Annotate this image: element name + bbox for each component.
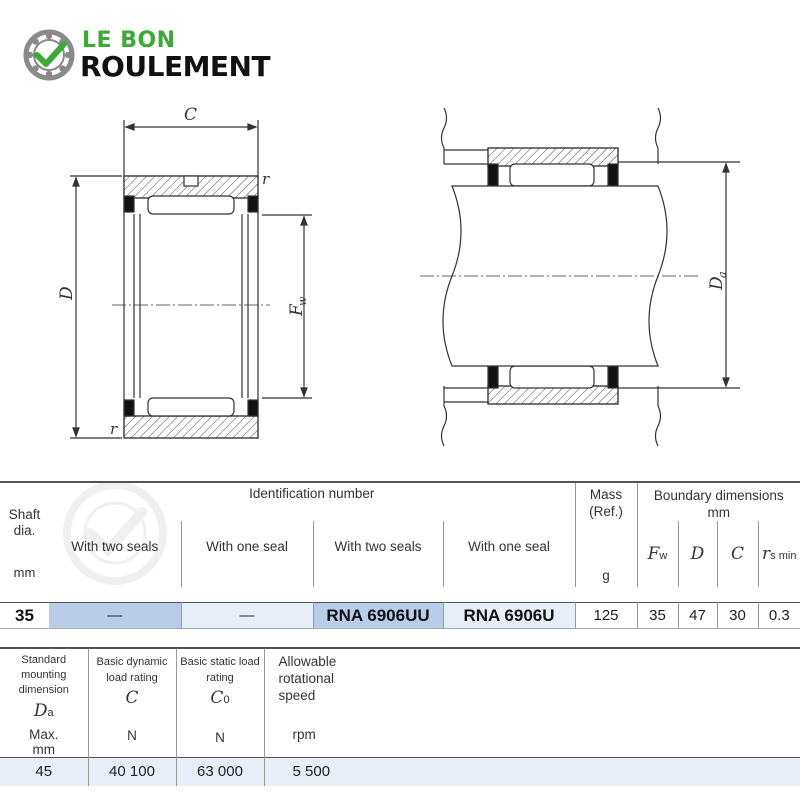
load-rating-table	[0, 647, 800, 786]
header-with-one-seal-a: With one seal	[206, 539, 288, 554]
header-mass: Mass	[589, 487, 623, 502]
cell-speed: 5 500	[264, 758, 800, 786]
header-fw: F	[647, 544, 660, 564]
header-shaft-dia: Shaft dia.	[8, 507, 41, 538]
label-fw-sub: w	[296, 296, 309, 306]
bearing-technical-drawing	[0, 90, 800, 460]
cell-mass: 125	[575, 603, 637, 629]
header-max: Max.	[29, 727, 59, 742]
cell-fw: 35	[637, 603, 678, 629]
label-da: D	[707, 276, 727, 290]
header-mm: mm	[32, 742, 55, 757]
cell-shaft: 35	[15, 605, 34, 625]
header-rs-sub: s min	[770, 550, 797, 562]
header-c: C	[730, 544, 744, 564]
header-rs: r	[762, 544, 771, 564]
logo-line2: ROULEMENT	[80, 50, 271, 83]
bearing-mounting-view	[420, 108, 740, 446]
header-with-one-seal-b: With one seal	[468, 539, 550, 554]
cell-d: 47	[678, 603, 717, 629]
header-fw-sub: w	[659, 550, 668, 562]
cell-two-seals-a: —	[49, 603, 181, 629]
label-r-bottom: r	[110, 420, 118, 438]
bearing-section-view	[70, 120, 312, 438]
header-dynamic-load: Basic dynamic load rating	[96, 656, 168, 684]
header-identification: Identification number	[249, 486, 375, 501]
bearing-spec-table	[0, 481, 800, 629]
cell-c: 30	[717, 603, 758, 629]
label-da-sub: a	[716, 271, 729, 278]
header-mass-ref: (Ref.)	[589, 504, 623, 519]
label-fw: F	[287, 304, 307, 316]
header-stat-unit: N	[215, 730, 225, 745]
table-row	[0, 603, 800, 629]
cell-one-seal-b: RNA 6906U	[443, 603, 575, 629]
header-d: D	[690, 544, 705, 564]
header-speed: Allowable rotational speed	[278, 654, 337, 703]
header-stat-symbol: C	[210, 688, 224, 708]
header-standard-mounting: Standard mounting dimension	[18, 654, 69, 696]
header-stat-sub: 0	[223, 694, 230, 706]
header-da-sub: a	[47, 707, 54, 719]
header-dyn-unit: N	[127, 728, 137, 743]
cell-one-seal-a: —	[181, 603, 313, 629]
header-with-two-seals-b: With two seals	[334, 539, 422, 554]
header-boundary-unit: mm	[707, 505, 730, 520]
table-row	[0, 758, 800, 786]
header-dyn-symbol: C	[125, 688, 139, 708]
logo-line1: LE BON	[82, 28, 176, 53]
label-r-top: r	[262, 170, 270, 188]
header-boundary: Boundary dimensions	[653, 488, 784, 503]
bearing-check-icon	[22, 28, 76, 82]
label-d: D	[57, 286, 77, 300]
cell-dyn: 40 100	[88, 758, 176, 786]
cell-stat: 63 000	[176, 758, 264, 786]
cell-two-seals-b: RNA 6906UU	[313, 603, 443, 629]
header-with-two-seals-a: With two seals	[71, 539, 159, 554]
cell-da: 45	[35, 763, 53, 781]
label-c: C	[184, 105, 198, 125]
brand-logo[interactable]	[22, 26, 302, 84]
header-shaft-unit: mm	[13, 565, 36, 580]
header-da: D	[33, 701, 48, 721]
header-static-load: Basic static load rating	[180, 656, 260, 684]
header-speed-unit: rpm	[292, 727, 316, 742]
cell-rs: 0.3	[758, 603, 800, 629]
header-mass-unit: g	[602, 568, 610, 583]
